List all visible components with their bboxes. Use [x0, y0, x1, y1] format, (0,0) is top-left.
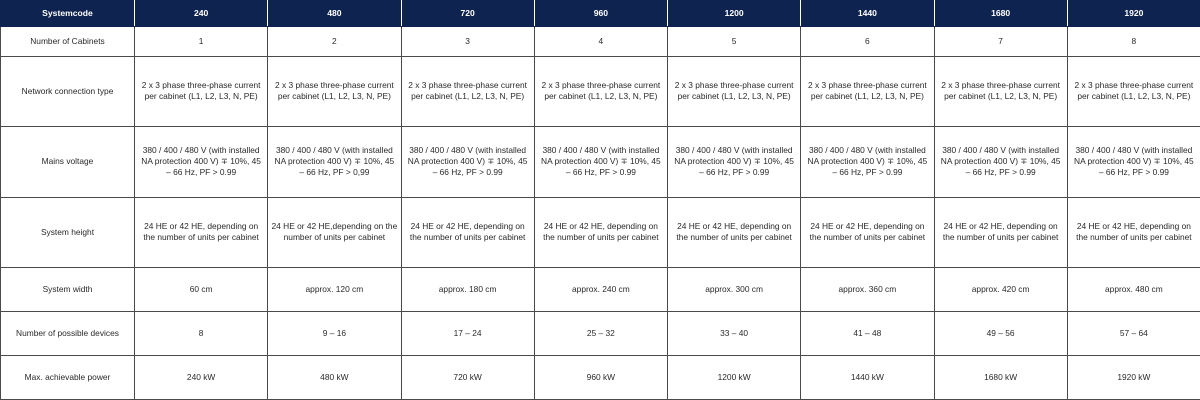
- table-cell: 2 x 3 phase three-phase current per cabinet (L1, L2, L3, N, PE): [668, 56, 801, 127]
- table-row-possible-devices: [1, 312, 1200, 356]
- header-cell: 1920: [1067, 1, 1200, 27]
- table-cell: 2 x 3 phase three-phase current per cabinet (L1, L2, L3, N, PE): [534, 56, 667, 127]
- row-label: Network connection type: [1, 56, 135, 127]
- row-label: System width: [1, 268, 135, 312]
- header-cell: 1440: [801, 1, 934, 27]
- table-cell: 60 cm: [135, 268, 268, 312]
- table-cell: 380 / 400 / 480 V (with installed NA protection 400 V) ∓ 10%, 45 – 66 Hz, PF > 0.99: [801, 127, 934, 198]
- table-cell: 480 kW: [268, 356, 401, 400]
- table-cell: 2 x 3 phase three-phase current per cabinet (L1, L2, L3, N, PE): [401, 56, 534, 127]
- table-cell: 25 – 32: [534, 312, 667, 356]
- table-cell: approx. 240 cm: [534, 268, 667, 312]
- table-cell: 17 – 24: [401, 312, 534, 356]
- table-cell: 9 – 16: [268, 312, 401, 356]
- table-row-network-connection: [1, 56, 1200, 127]
- table-row-system-height: [1, 197, 1200, 268]
- table-cell: 24 HE or 42 HE, depending on the number of units per cabinet: [801, 197, 934, 268]
- table-row-mains-voltage: [1, 127, 1200, 198]
- table-cell: 2 x 3 phase three-phase current per cabinet (L1, L2, L3, N, PE): [135, 56, 268, 127]
- table-cell: 24 HE or 42 HE, depending on the number of units per cabinet: [135, 197, 268, 268]
- header-cell: 1680: [934, 1, 1067, 27]
- table-cell: 380 / 400 / 480 V (with installed NA protection 400 V) ∓ 10%, 45 – 66 Hz, PF > 0.99: [534, 127, 667, 198]
- table-cell: 57 – 64: [1067, 312, 1200, 356]
- table-cell: 960 kW: [534, 356, 667, 400]
- header-cell: 720: [401, 1, 534, 27]
- table-cell: 2: [268, 27, 401, 57]
- table-cell: 7: [934, 27, 1067, 57]
- table-cell: 2 x 3 phase three-phase current per cabinet (L1, L2, L3, N, PE): [1067, 56, 1200, 127]
- table-cell: 5: [668, 27, 801, 57]
- table-cell: 24 HE or 42 HE, depending on the number of units per cabinet: [401, 197, 534, 268]
- table-cell: 1680 kW: [934, 356, 1067, 400]
- row-label: Mains voltage: [1, 127, 135, 198]
- table-row-cabinets: [1, 27, 1200, 57]
- table-cell: 24 HE or 42 HE, depending on the number of units per cabinet: [1067, 197, 1200, 268]
- table-cell: 720 kW: [401, 356, 534, 400]
- table-cell: approx. 480 cm: [1067, 268, 1200, 312]
- table-cell: 380 / 400 / 480 V (with installed NA protection 400 V) ∓ 10%, 45 – 66 Hz, PF > 0.99: [401, 127, 534, 198]
- table-cell: 380 / 400 / 480 V (with installed NA protection 400 V) ∓ 10%, 45 – 66 Hz, PF > 0.99: [668, 127, 801, 198]
- header-row: [1, 1, 1200, 27]
- table-cell: 8: [135, 312, 268, 356]
- table-cell: 2 x 3 phase three-phase current per cabinet (L1, L2, L3, N, PE): [268, 56, 401, 127]
- table-cell: 1200 kW: [668, 356, 801, 400]
- table-cell: 1440 kW: [801, 356, 934, 400]
- table-cell: 33 – 40: [668, 312, 801, 356]
- table-cell: approx. 300 cm: [668, 268, 801, 312]
- table-cell: 24 HE or 42 HE, depending on the number of units per cabinet: [934, 197, 1067, 268]
- header-cell: 1200: [668, 1, 801, 27]
- table-cell: 2 x 3 phase three-phase current per cabinet (L1, L2, L3, N, PE): [801, 56, 934, 127]
- table-cell: 380 / 400 / 480 V (with installed NA protection 400 V) ∓ 10%, 45 – 66 Hz, PF > 0.99: [1067, 127, 1200, 198]
- table-cell: 1: [135, 27, 268, 57]
- table-cell: 380 / 400 / 480 V (with installed NA protection 400 V) ∓ 10%, 45 – 66 Hz, PF > 0.99: [934, 127, 1067, 198]
- header-cell: 240: [135, 1, 268, 27]
- table-cell: approx. 420 cm: [934, 268, 1067, 312]
- table-cell: approx. 360 cm: [801, 268, 934, 312]
- row-label: System height: [1, 197, 135, 268]
- table-cell: 380 / 400 / 480 V (with installed NA protection 400 V) ∓ 10%, 45 – 66 Hz, PF > 0,99: [268, 127, 401, 198]
- table-cell: 240 kW: [135, 356, 268, 400]
- header-cell: 480: [268, 1, 401, 27]
- table-cell: approx. 180 cm: [401, 268, 534, 312]
- header-label-systemcode: Systemcode: [1, 1, 135, 27]
- table-cell: 3: [401, 27, 534, 57]
- table-cell: 8: [1067, 27, 1200, 57]
- table-cell: 24 HE or 42 HE, depending on the number of units per cabinet: [534, 197, 667, 268]
- table-cell: 4: [534, 27, 667, 57]
- row-label: Number of possible devices: [1, 312, 135, 356]
- table-row-system-width: [1, 268, 1200, 312]
- table-cell: 1920 kW: [1067, 356, 1200, 400]
- table-cell: approx. 120 cm: [268, 268, 401, 312]
- table-row-max-power: [1, 356, 1200, 400]
- table-cell: 2 x 3 phase three-phase current per cabinet (L1, L2, L3, N, PE): [934, 56, 1067, 127]
- table-cell: 24 HE or 42 HE,depending on the number of units per cabinet: [268, 197, 401, 268]
- table-cell: 24 HE or 42 HE, depending on the number of units per cabinet: [668, 197, 801, 268]
- row-label: Max. achievable power: [1, 356, 135, 400]
- table-cell: 49 – 56: [934, 312, 1067, 356]
- table-cell: 6: [801, 27, 934, 57]
- table-cell: 380 / 400 / 480 V (with installed NA protection 400 V) ∓ 10%, 45 – 66 Hz, PF > 0.99: [135, 127, 268, 198]
- header-cell: 960: [534, 1, 667, 27]
- row-label: Number of Cabinets: [1, 27, 135, 57]
- table-cell: 41 – 48: [801, 312, 934, 356]
